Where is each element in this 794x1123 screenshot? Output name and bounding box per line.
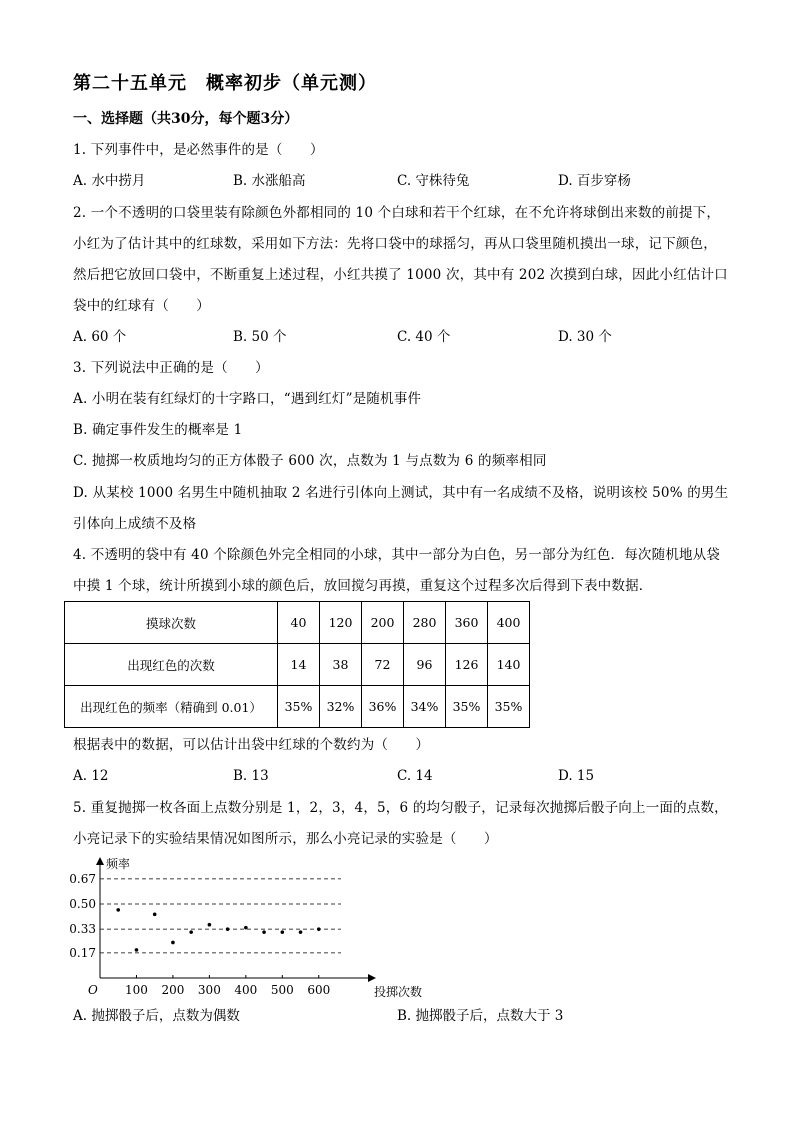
table-cell: 32% (320, 686, 362, 728)
q3-option-b: B. 确定事件发生的概率是 1 (73, 422, 243, 438)
data-point (153, 913, 157, 917)
q2-option-d: D. 30 个 (558, 329, 612, 345)
question-4-prompt: 根据表中的数据，可以估计出袋中红球的个数约为（ ） (73, 737, 430, 753)
q1-option-d: D. 百步穿杨 (558, 173, 631, 189)
table-cell: 36% (362, 686, 404, 728)
data-point (244, 926, 248, 930)
table-cell: 14 (278, 644, 320, 686)
table-cell: 35% (446, 686, 488, 728)
table-cell: 140 (488, 644, 530, 686)
q3-option-d: D. 从某校 1000 名男生中随机抽取 2 名进行引体向上测试，其中有一名成绩不及格，说明该校 50% 的男生 (73, 485, 729, 501)
table-row-header: 出现红色的频率（精确到 0.01） (65, 686, 278, 728)
table-cell: 280 (404, 602, 446, 644)
x-tick-label: 600 (307, 983, 331, 997)
table-cell: 96 (404, 644, 446, 686)
q2-option-a: A. 60 个 (73, 329, 127, 345)
question-2-line-4: 袋中的红球有（ ） (73, 298, 210, 314)
table-row (65, 644, 530, 686)
data-point (189, 930, 193, 934)
q4-option-c: C. 14 (397, 768, 433, 784)
q1-option-b: B. 水涨船高 (233, 173, 306, 189)
table-row-header: 摸球次数 (65, 602, 278, 644)
y-axis-label: 频率 (106, 857, 131, 871)
table-cell: 360 (446, 602, 488, 644)
table-cell: 400 (488, 602, 530, 644)
table-row-header: 出现红色的次数 (65, 644, 278, 686)
x-tick-label: 300 (197, 983, 221, 997)
table-cell: 200 (362, 602, 404, 644)
table-cell: 120 (320, 602, 362, 644)
table-cell: 40 (278, 602, 320, 644)
table-cell: 72 (362, 644, 404, 686)
q5-option-b: B. 抛掷骰子后，点数大于 3 (397, 1008, 564, 1024)
data-point (299, 930, 303, 934)
section-heading: 一、选择题（共30分，每个题3分） (73, 111, 299, 127)
question-5-line-1: 5. 重复抛掷一枚各面上点数分别是 1，2，3，4，5，6 的均匀骰子，记录每次抛掷后骰子向上一面的点数， (73, 800, 728, 816)
q2-option-c: C. 40 个 (397, 329, 451, 345)
table-cell: 38 (320, 644, 362, 686)
q5-option-a: A. 抛掷骰子后，点数为偶数 (73, 1008, 240, 1024)
q3-option-c: C. 抛掷一枚质地均匀的正方体骰子 600 次，点数为 1 与点数为 6 的频率相同 (73, 453, 547, 469)
question-1-stem: 1. 下列事件中，是必然事件的是（ ） (73, 142, 324, 158)
q1-option-a: A. 水中捞月 (73, 173, 146, 189)
x-tick-label: 100 (125, 983, 148, 997)
table-cell: 35% (488, 686, 530, 728)
data-point (281, 930, 285, 934)
data-point (135, 948, 139, 952)
question-3-stem: 3. 下列说法中正确的是（ ） (73, 360, 269, 376)
question-5-line-2: 小亮记录下的实验结果情况如图所示，那么小亮记录的实验是（ ） (73, 831, 498, 847)
q3-option-a: A. 小明在装有红绿灯的十字路口，“遇到红灯”是随机事件 (73, 391, 422, 407)
table-cell: 34% (404, 686, 446, 728)
frequency-scatter-chart (60, 852, 423, 1000)
q3-option-d-continued: 引体向上成绩不及格 (73, 516, 197, 532)
x-tick-label: 400 (234, 983, 258, 997)
q4-option-a: A. 12 (73, 768, 109, 784)
q2-option-b: B. 50 个 (233, 329, 287, 345)
y-tick-label: 0.33 (69, 922, 96, 937)
origin-label: O (88, 983, 98, 997)
question-4-line-2: 中摸 1 个球，统计所摸到小球的颜色后，放回搅匀再摸，重复这个过程多次后得到下表中数据． (73, 578, 653, 594)
x-axis-label: 投掷次数 (374, 985, 423, 999)
data-point (171, 941, 175, 945)
question-4-line-1: 4. 不透明的袋中有 40 个除颜色外完全相同的小球，其中一部分为白色，另一部分为红色．每次随机地从袋 (73, 547, 721, 563)
data-point (116, 908, 120, 912)
table-cell: 35% (278, 686, 320, 728)
x-tick-label: 500 (270, 983, 294, 997)
data-point (317, 927, 321, 931)
q4-option-b: B. 13 (233, 768, 269, 784)
question-2-line-2: 小红为了估计其中的红球数，采用如下方法：先将口袋中的球摇匀，再从口袋里随机摸出一球，记下颜色， (73, 236, 717, 252)
q1-option-c: C. 守株待兔 (397, 173, 470, 189)
question-2-line-3: 然后把它放回口袋中，不断重复上述过程，小红共摸了 1000 次，其中有 202 次摸到白球，因此小红估计口 (73, 267, 728, 283)
y-tick-label: 0.67 (69, 871, 96, 886)
y-tick-label: 0.17 (69, 945, 96, 960)
data-point (226, 927, 230, 931)
data-table (64, 601, 530, 728)
y-tick-label: 0.50 (69, 897, 96, 911)
table-cell: 126 (446, 644, 488, 686)
data-point (262, 930, 266, 934)
q4-option-d: D. 15 (558, 768, 595, 784)
table-row (65, 602, 530, 644)
data-point (208, 923, 212, 927)
x-tick-label: 200 (161, 983, 185, 997)
page-title: 第二十五单元 概率初步（单元测） (73, 73, 377, 94)
table-row (65, 686, 530, 728)
question-2-line-1: 2. 一个不透明的口袋里装有除颜色外都相同的 10 个白球和若干个红球，在不允许将球倒出来数的前提下， (73, 205, 721, 221)
